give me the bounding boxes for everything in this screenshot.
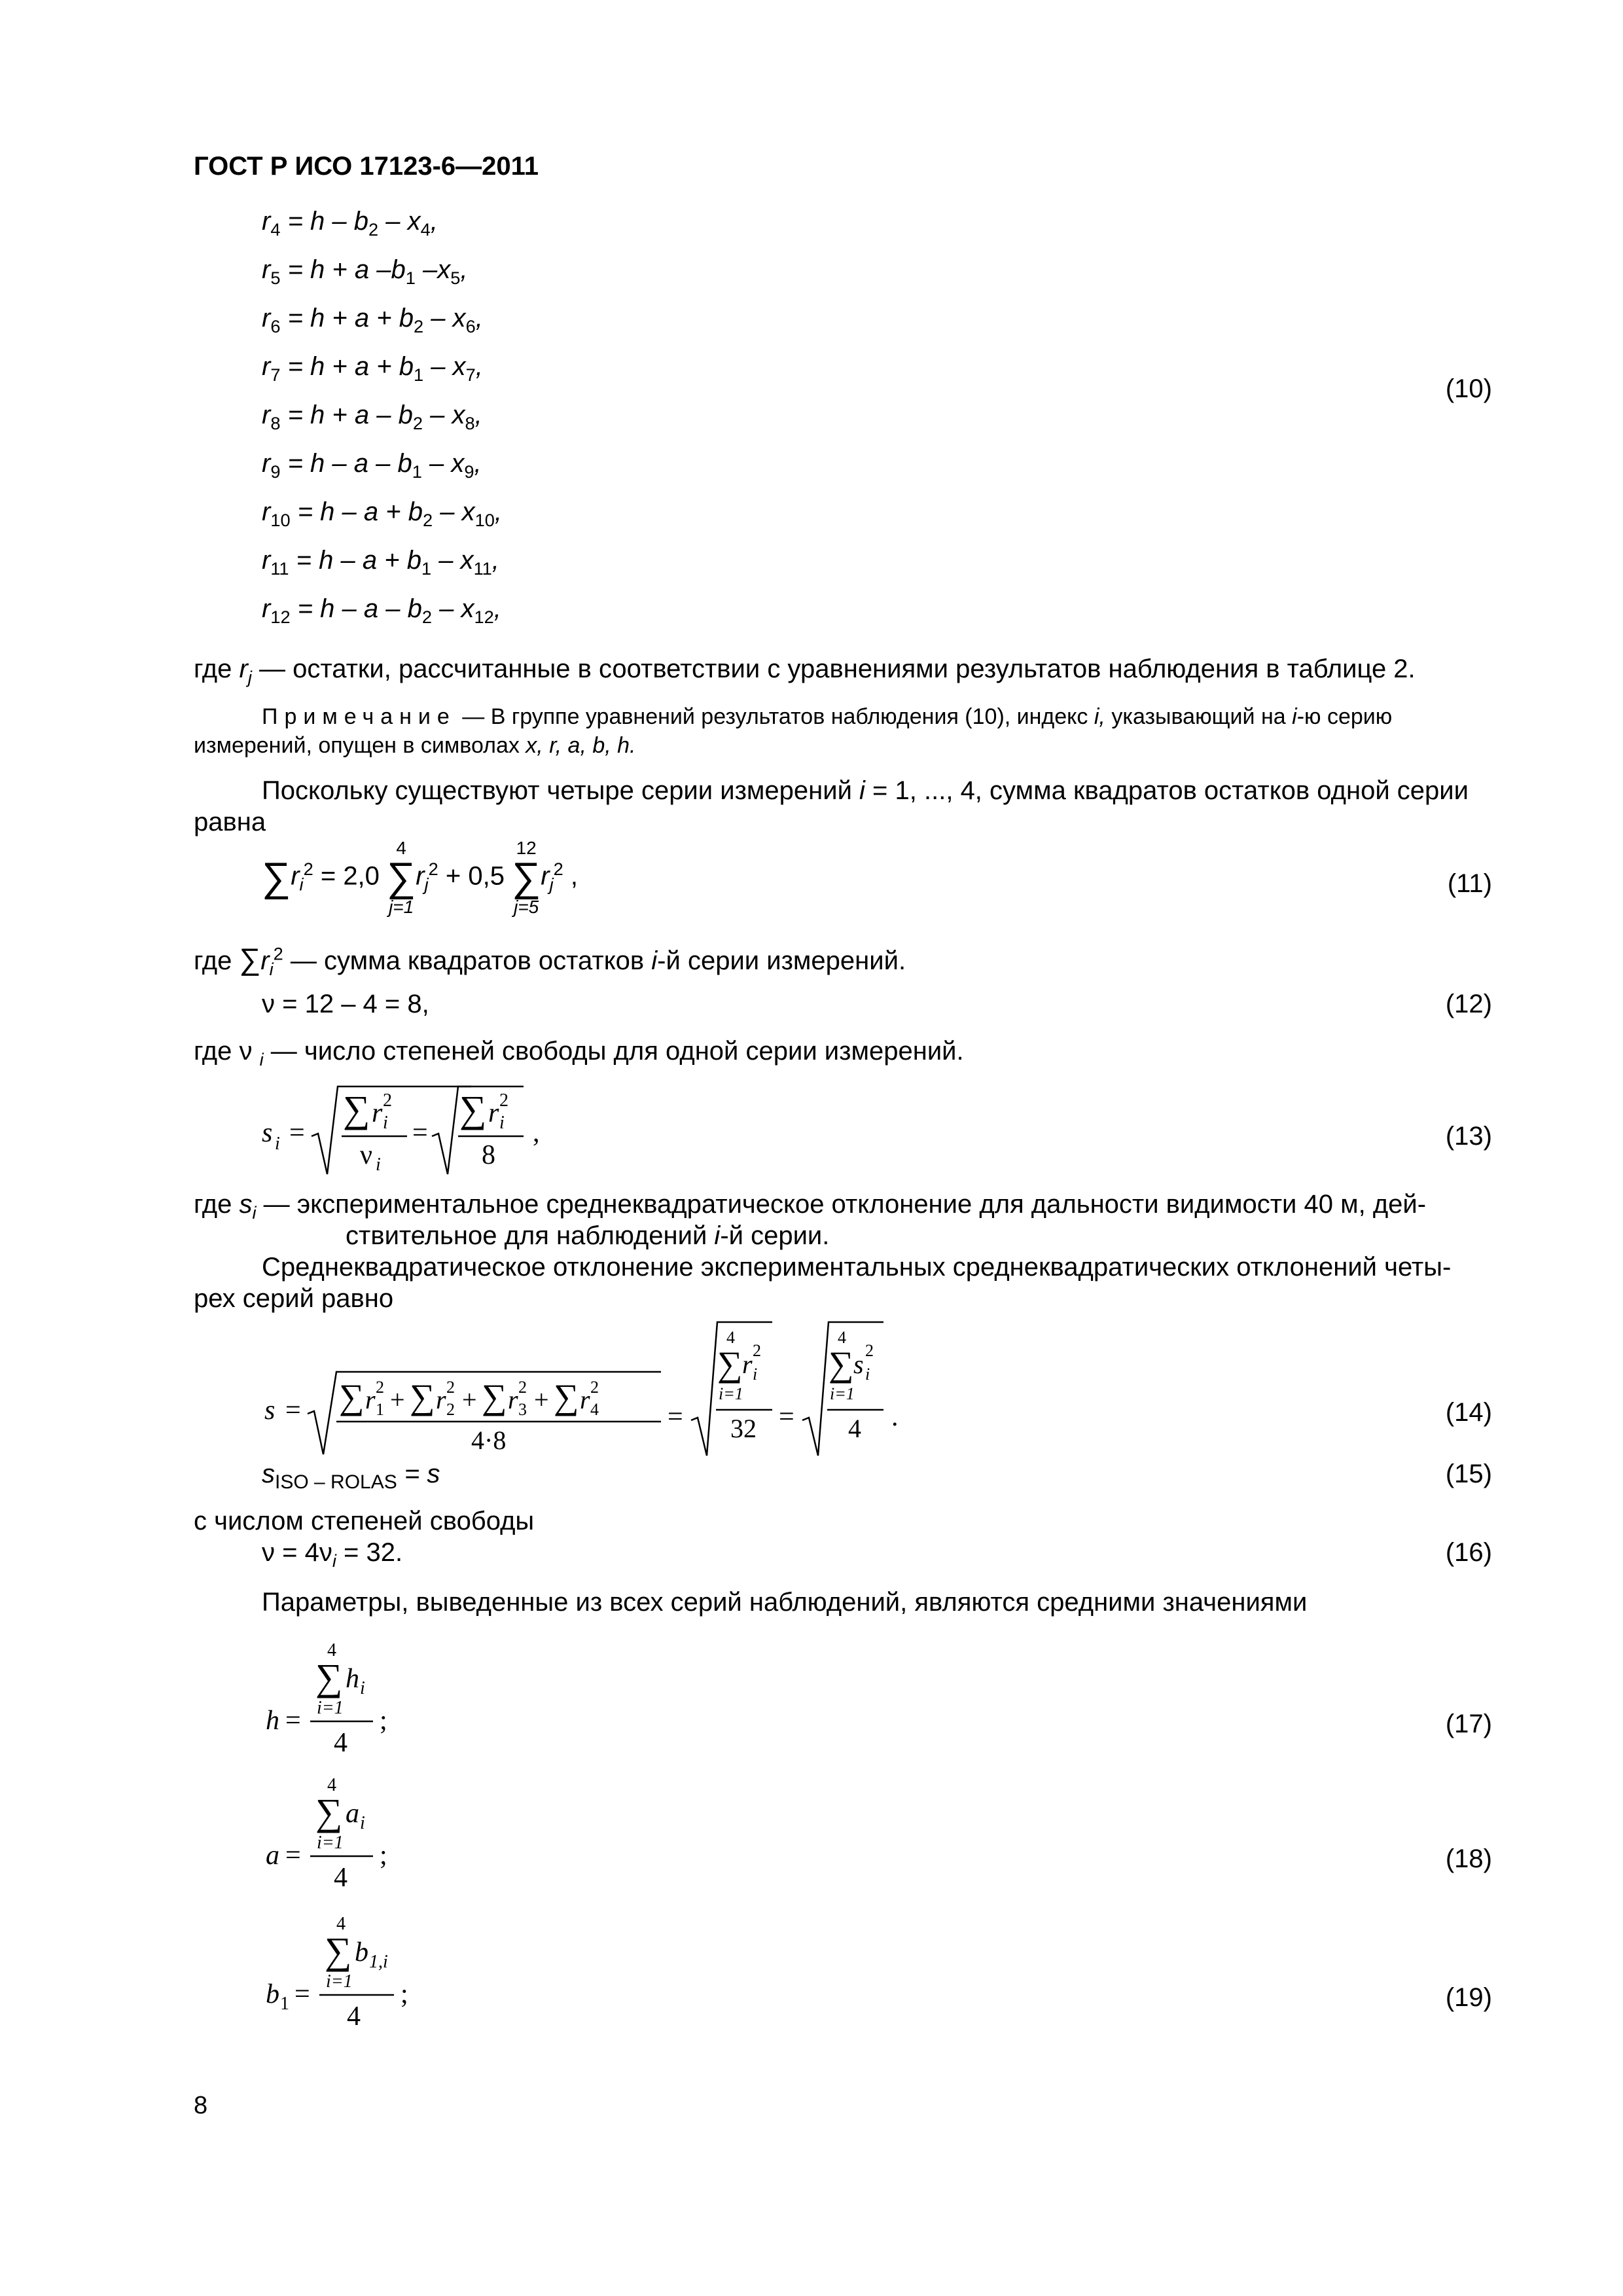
svg-text:r: r — [436, 1385, 446, 1414]
svg-text:+: + — [390, 1385, 405, 1414]
svg-text:h: h — [346, 1664, 359, 1694]
svg-text:;: ; — [401, 1979, 408, 2009]
dof-text: с числом степеней свободы — [194, 1507, 535, 1535]
equation-18 — [255, 1767, 452, 1898]
svg-text:∑: ∑ — [554, 1377, 579, 1416]
svg-text:+: + — [462, 1385, 477, 1414]
equation-10-line: $r_8 = h + a - b_2 - x_8$, — [262, 401, 482, 433]
equation-number-14: (14) — [1445, 1398, 1492, 1427]
svg-text:i=1: i=1 — [830, 1384, 855, 1403]
equation-14 — [255, 1316, 949, 1460]
equation-number-12: (12) — [1445, 990, 1492, 1018]
svg-text:2: 2 — [446, 1378, 455, 1397]
svg-text:i: i — [360, 1813, 365, 1833]
svg-text:i: i — [753, 1365, 758, 1384]
svg-text:r: r — [488, 1098, 499, 1128]
svg-text:2: 2 — [446, 1400, 455, 1419]
equation-16: $\nu = 4\nu_i = 32$. — [262, 1538, 403, 1571]
note-line-2: измерений, опущен в символах x, r, a, b, h. — [194, 733, 636, 758]
equation-number-19: (19) — [1445, 1983, 1492, 2012]
svg-text:4: 4 — [848, 1414, 861, 1443]
svg-text:i=1: i=1 — [317, 1833, 344, 1853]
svg-text:4: 4 — [726, 1328, 735, 1347]
svg-text:i=1: i=1 — [719, 1384, 743, 1403]
svg-text:r: r — [742, 1350, 753, 1379]
svg-text:.: . — [891, 1402, 899, 1432]
svg-text:r: r — [580, 1385, 590, 1414]
definition-si-line-2: ствительное для наблюдений i-й серии. — [346, 1221, 830, 1250]
equation-10-line: $r_{11} = h - a + b_1 - x_{11}$, — [262, 546, 499, 579]
svg-text:i: i — [376, 1155, 381, 1175]
svg-text:=: = — [412, 1118, 428, 1148]
svg-text:r: r — [365, 1385, 376, 1414]
svg-text:4: 4 — [327, 1775, 336, 1795]
svg-text:=: = — [285, 1706, 301, 1736]
svg-text:1: 1 — [280, 1994, 289, 2014]
svg-text:2: 2 — [518, 1378, 527, 1397]
equation-number-17: (17) — [1445, 1710, 1492, 1738]
svg-text:+: + — [534, 1385, 549, 1414]
paragraph-sd-line-2: рех серий равно — [194, 1284, 394, 1313]
equation-10-line: $r_4 = h - b_2 - x_4$, — [262, 207, 438, 240]
svg-text:=: = — [294, 1979, 310, 2009]
svg-text:∑: ∑ — [717, 1344, 743, 1384]
svg-text:4: 4 — [334, 1728, 348, 1758]
definition-degrees-freedom: где ν $_i$ — число степеней свободы для одной серии измерений. — [194, 1037, 964, 1069]
svg-text:,: , — [533, 1118, 540, 1148]
svg-text:h: h — [266, 1706, 279, 1736]
svg-text:3: 3 — [518, 1400, 527, 1419]
equation-number-15: (15) — [1445, 1460, 1492, 1488]
svg-text:1,i: 1,i — [369, 1952, 388, 1972]
svg-text:∑: ∑ — [343, 1088, 370, 1130]
equation-15: $s_{ISO - ROLAS} = s$ — [262, 1460, 440, 1493]
svg-text:r: r — [508, 1385, 518, 1414]
paragraph-means: Параметры, выведенные из всех серий наблюдений, являются средними значениями — [262, 1588, 1308, 1617]
svg-text:32: 32 — [730, 1414, 757, 1443]
svg-text:b: b — [266, 1979, 279, 2009]
svg-text:∑: ∑ — [482, 1377, 507, 1416]
svg-text:;: ; — [380, 1840, 387, 1871]
document-header: ГОСТ Р ИСО 17123-6—2011 — [194, 152, 539, 181]
svg-text:s: s — [264, 1395, 276, 1426]
svg-text:b: b — [355, 1937, 368, 1967]
svg-text:i=1: i=1 — [326, 1971, 353, 1992]
svg-text:=: = — [779, 1402, 794, 1432]
equation-number-11: (11) — [1447, 869, 1492, 898]
equation-10-line: $r_7 = h + a + b_1 - x_7$, — [262, 352, 483, 385]
svg-text:4: 4 — [327, 1640, 336, 1660]
equation-number-13: (13) — [1445, 1122, 1492, 1151]
svg-text:r: r — [372, 1098, 383, 1128]
svg-text:4·8: 4·8 — [471, 1426, 507, 1455]
svg-text:4: 4 — [838, 1328, 846, 1347]
svg-text:4: 4 — [336, 1914, 346, 1934]
svg-text:i: i — [499, 1113, 505, 1133]
svg-text:∑: ∑ — [325, 1929, 352, 1972]
equation-10-line: $r_{10} = h - a + b_2 - x_{10}$, — [262, 497, 502, 530]
svg-text:∑: ∑ — [339, 1377, 365, 1416]
equation-12: ν = 12 – 4 = 8, — [262, 990, 429, 1018]
equation-17 — [255, 1632, 452, 1763]
equation-number-10: (10) — [1445, 374, 1492, 403]
svg-text:∑: ∑ — [829, 1344, 854, 1384]
svg-text:1: 1 — [376, 1400, 384, 1419]
svg-text:i: i — [360, 1678, 365, 1698]
svg-text:ν: ν — [360, 1140, 372, 1170]
definition-si-line-1: где $s_i$ — экспериментальное среднеквадратическое отклонение для дальности видимости 40 м, дей- — [194, 1190, 1427, 1223]
definition-sum-squares: где $\sum r_i^2$ — сумма квадратов остатков i-й серии измерений. — [194, 942, 906, 979]
svg-text:8: 8 — [482, 1140, 495, 1170]
equation-number-16: (16) — [1445, 1538, 1492, 1567]
equation-number-18: (18) — [1445, 1844, 1492, 1873]
equation-10-line: $r_{12} = h - a - b_2 - x_{12}$, — [262, 594, 501, 627]
svg-text:=: = — [285, 1840, 301, 1871]
svg-text:a: a — [266, 1840, 279, 1871]
svg-text:∑: ∑ — [459, 1088, 487, 1130]
svg-text:2: 2 — [383, 1090, 392, 1111]
note-line-1: Примечание — В группе уравнений результатов наблюдения (10), индекс i, указывающий на i-ю серию — [262, 704, 1393, 729]
page-number: 8 — [194, 2092, 208, 2119]
svg-text:2: 2 — [499, 1090, 508, 1111]
svg-text:a: a — [346, 1799, 359, 1829]
svg-text:4: 4 — [590, 1400, 599, 1419]
svg-text:=: = — [289, 1118, 305, 1148]
svg-text:i=1: i=1 — [317, 1698, 344, 1718]
equation-19 — [255, 1906, 478, 2037]
equation-10-line: $r_5 = h + a$ $-b_1$ $-x_5$, — [262, 255, 468, 288]
svg-text:=: = — [668, 1402, 683, 1432]
svg-text:s: s — [853, 1350, 864, 1379]
definition-residuals: где $r_j$ — остатки, рассчитанные в соответствии с уравнениями результатов наблюдения в таблице 2. — [194, 655, 1416, 687]
equation-11: ∑ $r_i^2 = 2,0$ 4 ∑ j=1 $r_j^2 + 0,5$ 12 ∑ j=5 $r_j^2$ , — [262, 838, 579, 917]
svg-text:2: 2 — [865, 1341, 874, 1360]
svg-text:4: 4 — [334, 1863, 348, 1893]
svg-text:s: s — [262, 1118, 273, 1148]
paragraph-series-line-1: Поскольку существуют четыре серии измерений i = 1, ..., 4, сумма квадратов остатков одной серии — [262, 776, 1469, 805]
svg-text:i: i — [275, 1134, 280, 1154]
svg-text:2: 2 — [590, 1378, 599, 1397]
svg-text:∑: ∑ — [315, 1656, 343, 1698]
svg-text:i: i — [383, 1113, 388, 1133]
svg-text:∑: ∑ — [315, 1791, 343, 1833]
equation-13 — [255, 1079, 596, 1183]
svg-text:2: 2 — [376, 1378, 384, 1397]
svg-text:4: 4 — [347, 2001, 361, 2032]
svg-text:=: = — [285, 1395, 301, 1426]
svg-text:i: i — [865, 1365, 870, 1384]
paragraph-series-line-2: равна — [194, 808, 266, 836]
svg-text:2: 2 — [753, 1341, 761, 1360]
equation-10-line: $r_9 = h - a - b_1 - x_9$, — [262, 449, 482, 482]
svg-text:∑: ∑ — [410, 1377, 435, 1416]
svg-text:;: ; — [380, 1706, 387, 1736]
paragraph-sd-line-1: Среднеквадратическое отклонение экспериментальных среднеквадратических отклонений четы- — [262, 1253, 1452, 1282]
equation-10-line: $r_6 = h + a + b_2 - x_6$, — [262, 304, 483, 336]
